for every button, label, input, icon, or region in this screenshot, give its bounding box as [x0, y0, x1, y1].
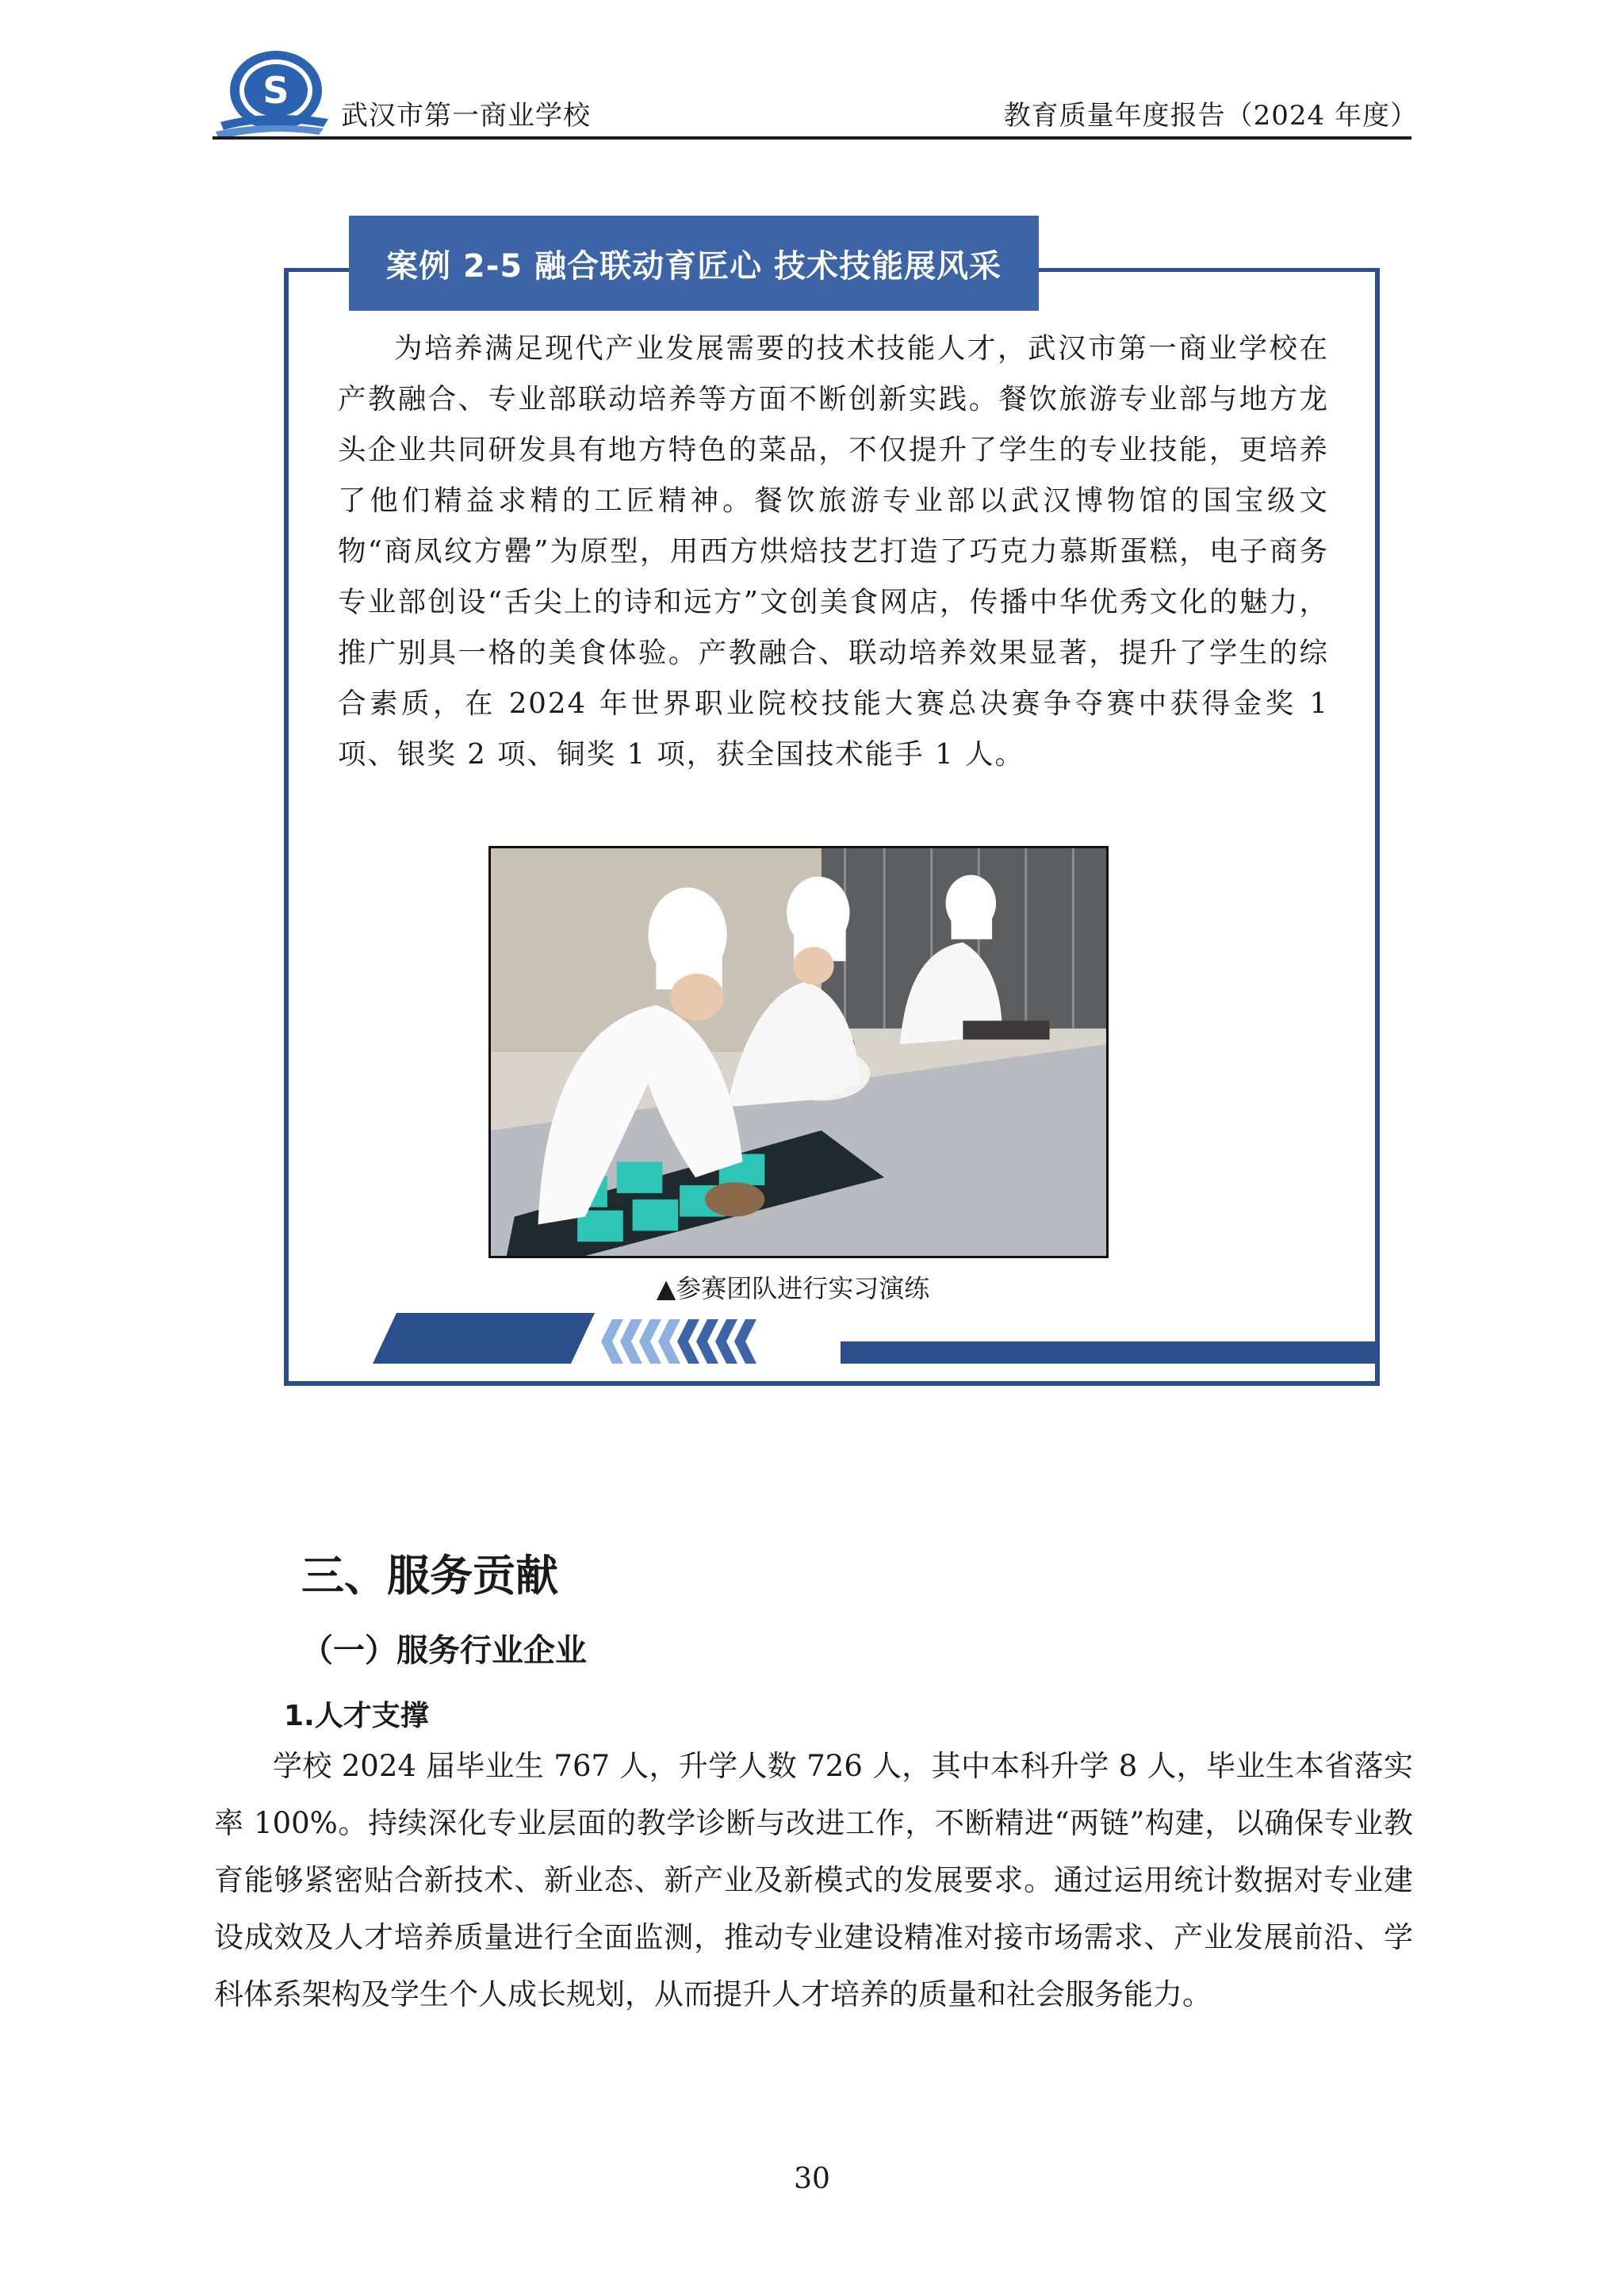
case-frame-decoration [285, 1313, 1380, 1389]
school-name: 武汉市第一商业学校 [341, 100, 591, 132]
school-logo [213, 49, 331, 143]
photo-caption: ▲参赛团队进行实习演练 [656, 1273, 930, 1303]
case-title: 案例 2-5 融合联动育匠心 技术技能展风采 [385, 247, 1002, 285]
case-body: 为培养满足现代产业发展需要的技术技能人才，武汉市第一商业学校在产教融合、专业部联动培养等方面不断创新实践。餐饮旅游专业部与地方龙头企业共同研发具有地方特色的菜品，不仅提升了学生的专业技能，更培养了他们精益求精的工匠精神。餐饮旅游专业部以武汉博物馆的国宝级文物“商凤纹方罍”为原型，用西方烘焙技艺打造了巧克力慕斯蛋糕，电子商务专业部创设“舌尖上的诗和远方”文创美食网店，传播中华优秀文化的魅力，推广别具一格的美食体验。产教融合、联动培养效果显著，提升了学生的综合素质，在 2024 年世界职业院校技能大赛总决赛争夺赛中获得金奖 1 项、银奖 2 项、铜奖 1 项，获全国技术能手 1 人。 [338, 332, 1329, 771]
section-heading: 三、服务贡献 [301, 1551, 558, 1601]
header-rule [213, 136, 1411, 140]
subsection-heading: （一）服务行业企业 [301, 1632, 587, 1669]
subsubsection-heading: 1.人才支撑 [284, 1700, 429, 1732]
logo-letter: S [262, 69, 289, 112]
page-number: 30 [794, 2163, 830, 2195]
competition-photo [488, 846, 1109, 1258]
section-body: 学校 2024 届毕业生 767 人，升学人数 726 人，其中本科升学 8 人，毕业生本省落实率 100%。持续深化专业层面的教学诊断与改进工作，不断精进“两链”构建，以确保专业教育能够紧密贴合新技术、新业态、新产业及新模式的发展要求。通过运用统计数据对专业建设成效及人才培养质量进行全面监测，推动专业建设精准对接市场需求、产业发展前沿、学科体系架构及学生个人成长规划，从而提升人才培养的质量和社会服务能力。 [214, 1749, 1413, 2011]
report-title: 教育质量年度报告（2024 年度） [1003, 100, 1418, 132]
